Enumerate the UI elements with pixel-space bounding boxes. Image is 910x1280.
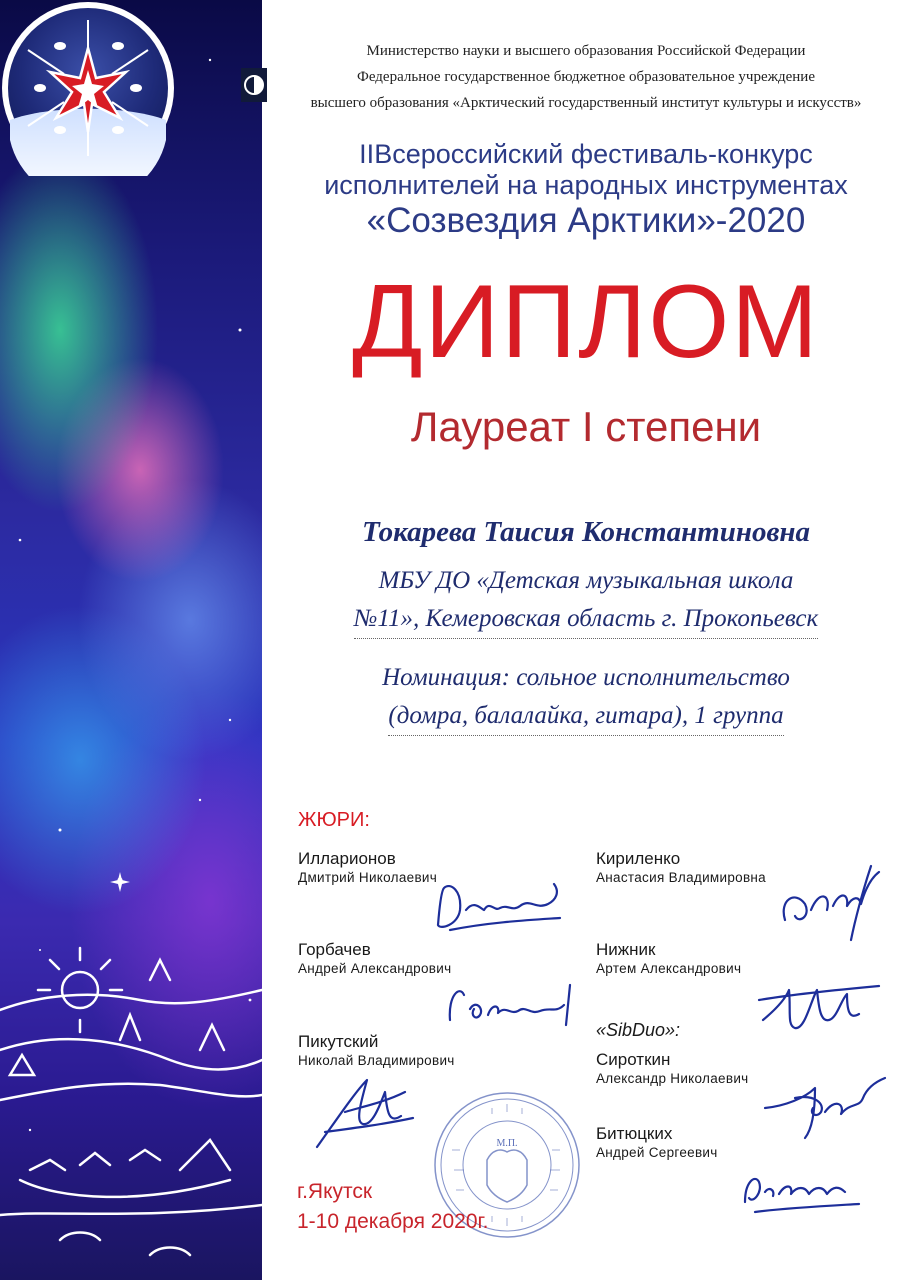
star-field bbox=[19, 39, 252, 1131]
ministry-line-1: Министерство науки и высшего образования Российской Федерации bbox=[366, 43, 806, 59]
jury-given-name: Николай Владимирович bbox=[298, 1053, 455, 1068]
signature-nizhnik bbox=[755, 970, 885, 1040]
signature-sirotkin bbox=[755, 1068, 895, 1148]
jury-surname: Пикутский bbox=[298, 1032, 379, 1051]
jury-surname: Кириленко bbox=[596, 849, 681, 868]
festival-title bbox=[262, 138, 910, 242]
festival-line-2: исполнителей на народных инструментах bbox=[324, 170, 848, 200]
nomination-line-1: Номинация: сольное исполнительство bbox=[382, 664, 790, 691]
school-line-2: №11», Кемеровская область г. Прокопьевск bbox=[354, 600, 818, 639]
jury-surname: Илларионов bbox=[298, 849, 396, 868]
signature-pikutsky bbox=[305, 1062, 425, 1162]
school-line-1: МБУ ДО «Детская музыкальная школа bbox=[378, 567, 794, 594]
signature-illarionov bbox=[430, 870, 570, 940]
nomination-line-2: (домра, балалайка, гитара), 1 группа bbox=[388, 697, 783, 736]
ministry-line-2: Федеральное государственное бюджетное образовательное учреждение bbox=[356, 69, 815, 85]
jury-given-name: Артем Александрович bbox=[596, 961, 742, 976]
jury-label: ЖЮРИ: bbox=[298, 809, 370, 831]
city: г.Якутск bbox=[297, 1180, 373, 1203]
jury-member bbox=[298, 940, 451, 977]
tundra-line-art bbox=[0, 948, 262, 1255]
festival-logo bbox=[0, 0, 176, 176]
recipient-name: Токарева Таисия Константиновна bbox=[361, 516, 811, 548]
event-dates: 1-10 декабря 2020г. bbox=[297, 1210, 489, 1233]
jury-given-name: Андрей Александрович bbox=[298, 961, 452, 976]
jury-member bbox=[596, 940, 741, 977]
diploma-title: ДИПЛОМ bbox=[352, 264, 820, 380]
ministry-header bbox=[262, 38, 910, 116]
seal-mark: М.П. bbox=[496, 1138, 518, 1149]
jury-member bbox=[596, 1050, 749, 1087]
jury-member bbox=[596, 849, 766, 886]
sibduo-group-label: «SibDuo»: bbox=[596, 1020, 681, 1040]
jury-surname: Битюцких bbox=[596, 1124, 673, 1143]
nomination bbox=[262, 659, 910, 736]
recipient-school bbox=[262, 562, 910, 639]
signature-bityutskikh bbox=[735, 1162, 865, 1222]
signature-kirilenko bbox=[775, 860, 895, 950]
jury-given-name: Дмитрий Николаевич bbox=[298, 870, 438, 885]
festival-line-1 bbox=[262, 138, 910, 170]
jury-given-name: Андрей Сергеевич bbox=[596, 1145, 718, 1160]
jury-given-name: Александр Николаевич bbox=[596, 1071, 749, 1086]
bright-star-icon bbox=[110, 872, 130, 892]
festival-edition: II bbox=[359, 139, 375, 169]
aurora-artwork bbox=[0, 0, 262, 1280]
jury-given-name: Анастасия Владимировна bbox=[596, 870, 766, 885]
jury-member bbox=[596, 1124, 718, 1161]
jury-surname: Сироткин bbox=[596, 1050, 671, 1069]
ministry-line-3: высшего образования «Арктический государственный институт культуры и искусств» bbox=[310, 95, 862, 111]
jury-surname: Горбачев bbox=[298, 940, 371, 959]
festival-line-3: «Созвездия Арктики»-2020 bbox=[366, 201, 806, 240]
laureate-degree: Лауреат I степени bbox=[410, 403, 762, 450]
decorative-aurora-band bbox=[0, 0, 262, 1280]
festival-line-1-text: Всероссийский фестиваль-конкурс bbox=[374, 139, 813, 169]
jury-member bbox=[298, 849, 437, 886]
signature-gorbachev bbox=[440, 975, 580, 1035]
jury-surname: Нижник bbox=[596, 940, 656, 959]
